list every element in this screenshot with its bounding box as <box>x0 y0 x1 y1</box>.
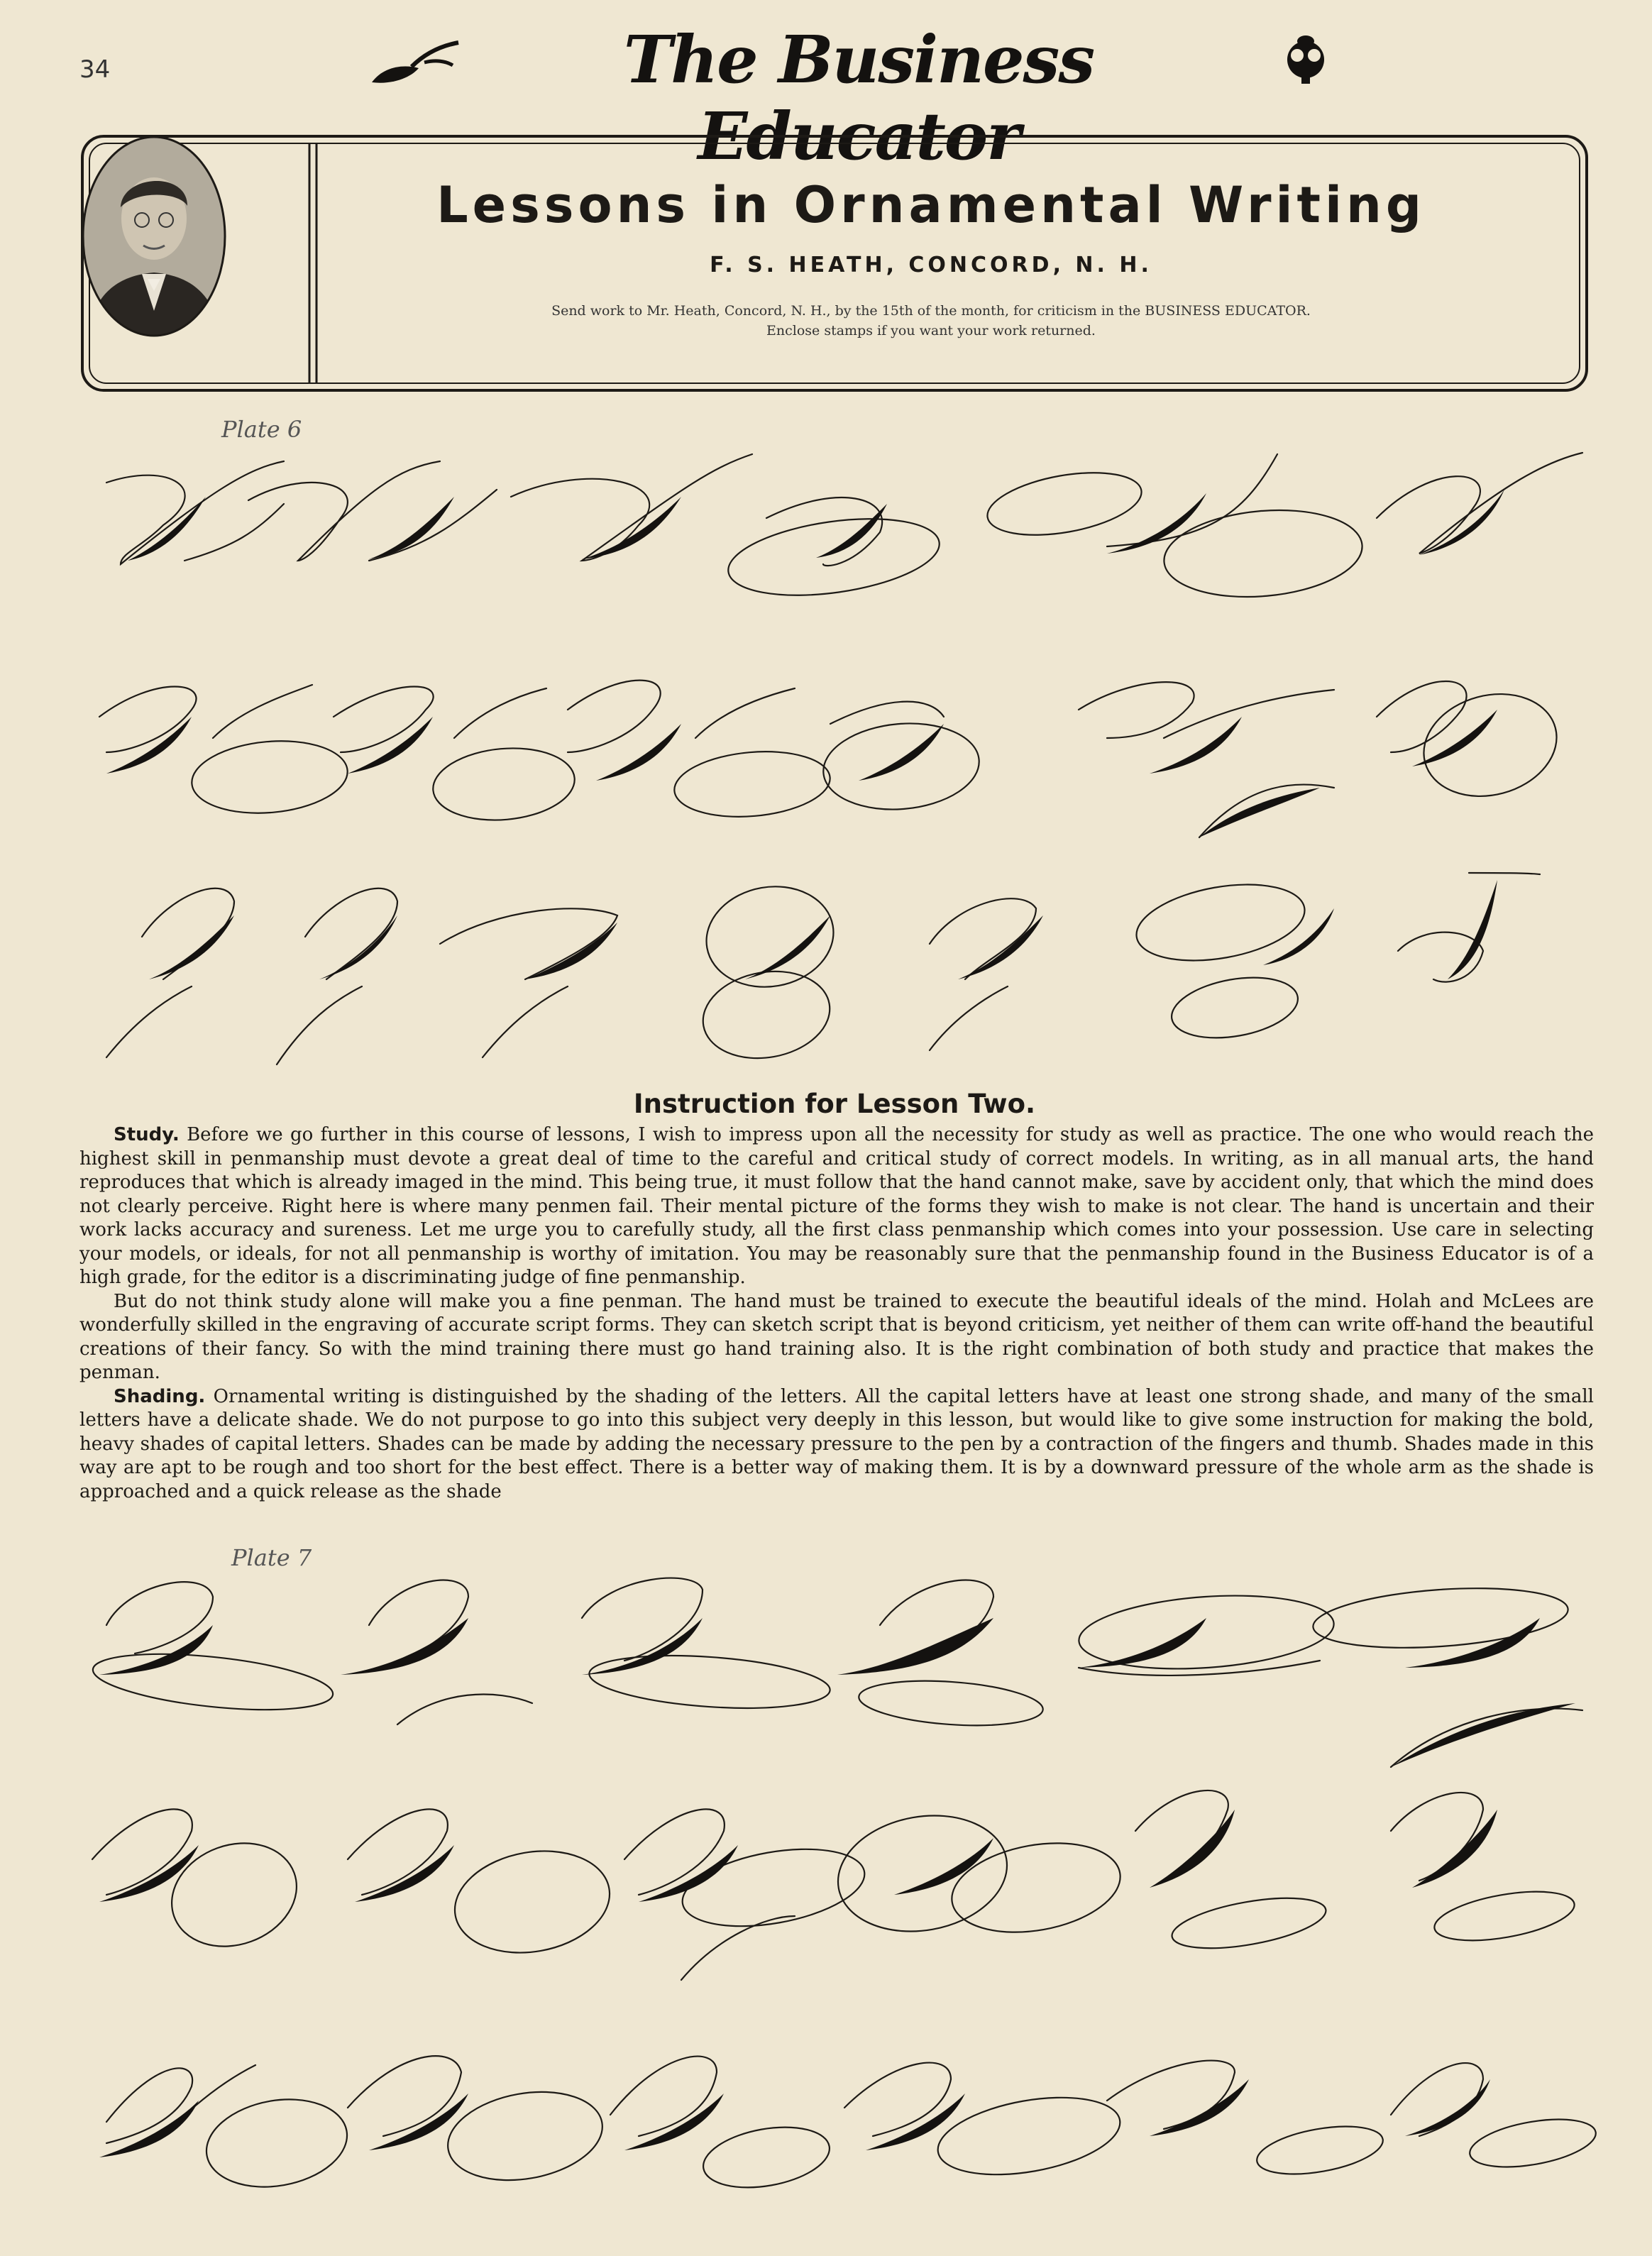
author-portrait <box>79 133 228 339</box>
submission-note-line-2: Enclose stamps if you want your work returned. <box>766 323 1096 339</box>
page-number: 34 <box>79 55 111 84</box>
submission-note <box>335 301 1527 341</box>
plate-7-row-3 <box>106 2056 1599 2197</box>
masthead-title: The Business Educator <box>623 21 1094 175</box>
author-line: F. S. HEATH, CONCORD, N. H. <box>710 253 1152 277</box>
plate-7-row-1 <box>90 1578 1582 1767</box>
plate-6-specimens <box>0 440 1652 1079</box>
quill-icon <box>369 35 461 92</box>
plate-6-row-1 <box>106 453 1582 607</box>
paragraph-shading-text: Ornamental writing is distinguished by the shading of the letters. All the capital letters have at least one strong shade, and many of the small letters have a delicate shade. We do not purpose to go into this subject very deeply in this lesson, but would like to give some instruction for making the bold, heavy shades of capital letters. Shades can be made by adding the necessary pressure to the pen by a contraction of the fingers and thumb. Shades made in this way are apt to be rough and too short for the best effect. There is a better way of making them. It is by a downward pressure of the whole arm as the shade is approached and a quick release as the shade <box>79 1385 1594 1502</box>
plate-7-label: Plate 7 <box>231 1544 312 1571</box>
lesson-title: Lessons in Ornamental Writing <box>436 176 1426 234</box>
plate-6-label: Plate 6 <box>221 416 302 443</box>
submission-note-line-1: Send work to Mr. Heath, Concord, N. H., by the 15th of the month, for criticism in the BUSINESS EDUCATOR. <box>551 303 1311 319</box>
plate-6-row-2 <box>99 680 1568 837</box>
paragraph-study <box>79 1123 1594 1290</box>
plate-7-row-2 <box>92 1790 1578 1980</box>
emblem-icon <box>1277 31 1334 88</box>
lesson-header-box <box>79 133 1590 393</box>
plate-7-specimens <box>0 1561 1652 2243</box>
paragraph-practice: But do not think study alone will make you a fine penman. The hand must be trained to execute the beautiful ideals of the mind. Holah and McLees are wonderfully skilled in the engraving of accurate script forms. They can sketch script that is beyond criticism, yet neither of them can write off-hand the beautiful creations of their fancy. So with the mind training there must go hand training also. It is the right combination of both study and practice that makes the penman. <box>79 1290 1594 1383</box>
paragraph-shading <box>79 1385 1594 1504</box>
instruction-heading: Instruction for Lesson Two. <box>633 1089 1036 1119</box>
plate-6-row-3 <box>106 873 1540 1068</box>
instruction-body <box>79 1123 1594 1504</box>
paragraph-study-text: Before we go further in this course of lessons, I wish to impress upon all the necessity for study as well as practice. The one who would reach the highest skill in penmanship must devote a great deal of time to the careful and critical study of correct models. In writing, as in all manual arts, the hand reproduces that which is already imaged in the mind. This being true, it must follow that the hand cannot make, save by accident only, that which the mind does not clearly perceive. Right here is where many penmen fail. Their mental picture of the forms they wish to make is not clear. The hand is uncertain and their work lacks accuracy and sureness. Let me urge you to carefully study, all the first class penmanship which comes into your possession. Use care in selecting your models, or ideals, for not all penmanship is worthy of imitation. You may be reasonably sure that the penmanship found in the Business Educator is of a high grade, for the editor is a discriminating judge of fine penmanship. <box>79 1124 1594 1288</box>
run-in-shading: Shading. <box>114 1385 206 1407</box>
run-in-study: Study. <box>114 1124 180 1145</box>
